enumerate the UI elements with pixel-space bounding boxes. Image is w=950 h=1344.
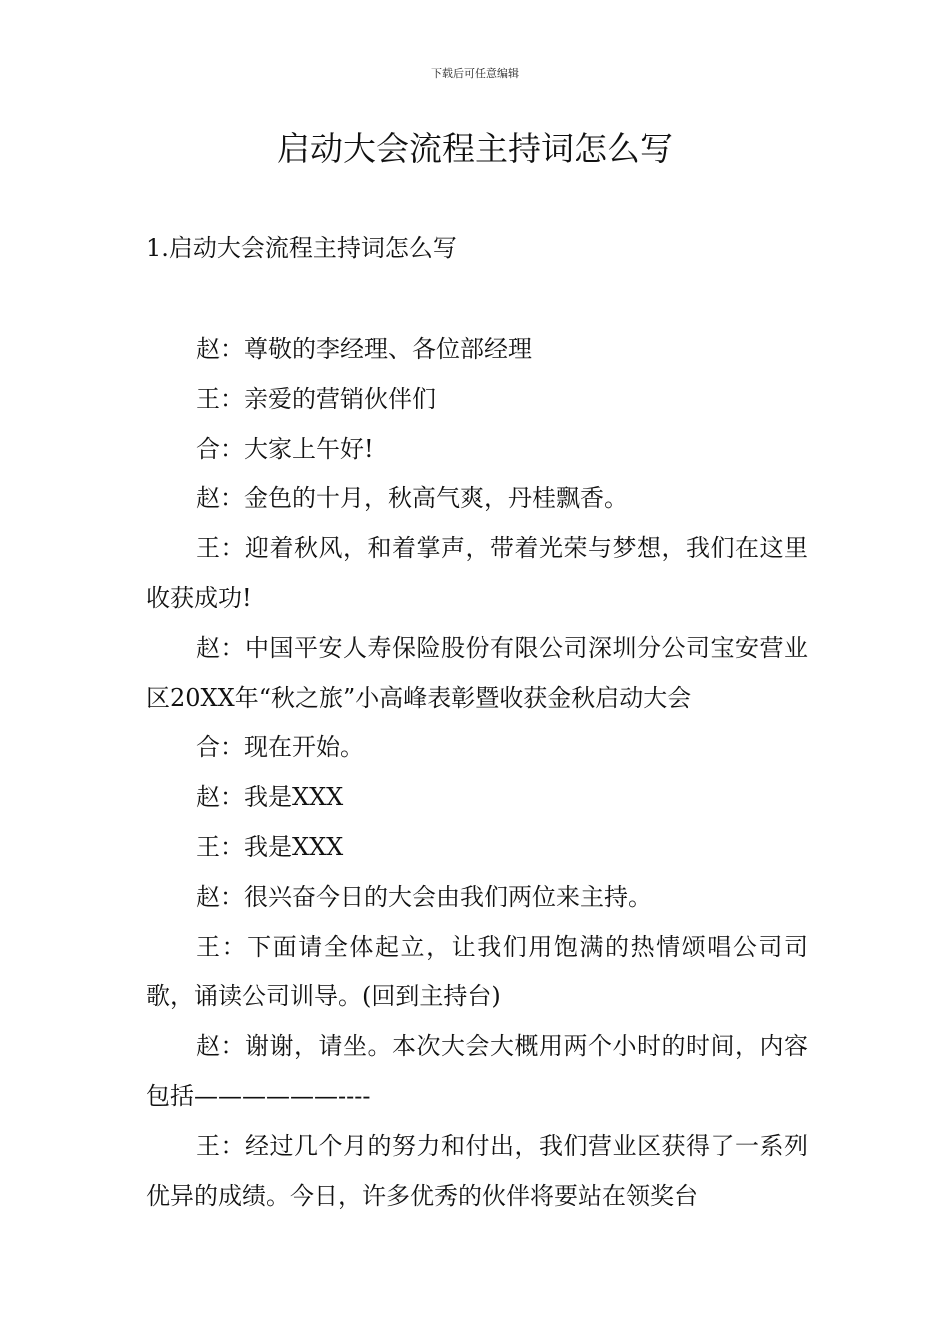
section-heading: 1.启动大会流程主持词怎么写 [146,234,457,262]
paragraph: 王：经过几个月的努力和付出，我们营业区获得了一系列优异的成绩。今日，许多优秀的伙伴将要站在领奖台 [146,1131,808,1210]
paragraph: 王：亲爱的营销伙伴们 [196,384,436,413]
paragraph: 赵：很兴奋今日的大会由我们两位来主持。 [196,882,652,911]
paragraph: 王：我是XXX [196,832,344,861]
paragraph: 合：大家上午好! [196,434,374,463]
paragraph: 赵：我是XXX [196,783,344,812]
paragraph: 赵：金色的十月，秋高气爽，丹桂飘香。 [196,484,628,513]
header-note: 下载后可任意编辑 [431,67,519,80]
paragraph: 王：下面请全体起立，让我们用饱满的热情颂唱公司司歌，诵读公司训导。(回到主持台) [146,932,808,1011]
paragraph: 王：迎着秋风，和着掌声，带着光荣与梦想，我们在这里收获成功! [146,534,808,612]
document-body [146,325,808,1221]
document-title: 启动大会流程主持词怎么写 [277,129,673,168]
paragraph: 赵：尊敬的李经理、各位部经理 [196,335,532,363]
paragraph: 赵：中国平安人寿保险股份有限公司深圳分公司宝安营业区20XX年“秋之旅”小高峰表彰暨收获金秋启动大会 [146,633,808,712]
paragraph: 赵：谢谢，请坐。本次大会大概用两个小时的时间，内容包括——————---- [146,1032,808,1110]
paragraph: 合：现在开始。 [196,733,364,762]
